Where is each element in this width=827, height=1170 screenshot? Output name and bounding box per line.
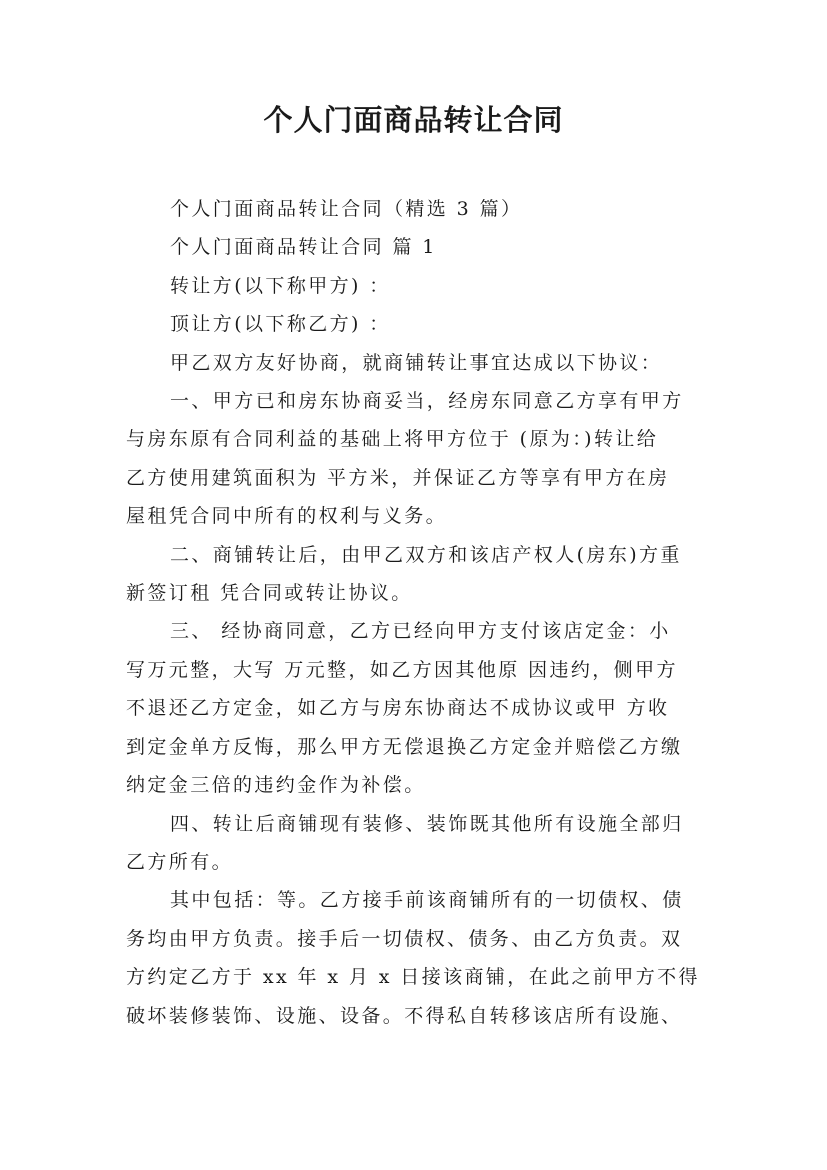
clause-2-line: 新签订租 凭合同或转让协议。 [126,582,413,605]
section-heading: 个人门面商品转让合同 篇 1 [170,236,437,259]
party-b-line: 顶让方(以下称乙方) ： [170,313,391,336]
clause-3-line: 写万元整，大写 万元整，如乙方因其他原 因违约，侧甲方 [126,658,678,681]
document-title: 个人门面商品转让合同 [263,103,564,137]
subtitle-line: 个人门面商品转让合同（精选 3 篇） [170,198,523,220]
document-body [126,190,716,1035]
clause-4-detail-line: 其中包括：等。乙方接手前该商铺所有的一切债权、债 [170,889,684,912]
clause-4-line: 乙方所有。 [126,850,234,873]
clause-1-line: 一、甲方已和房东协商妥当，经房东同意乙方享有甲方 [170,390,684,413]
clause-4-detail-line: 破坏装修装饰、设施、设备。不得私自转移该店所有设施、 [126,1004,683,1027]
clause-3-line: 纳定金三倍的违约金作为补偿。 [126,774,426,797]
clause-1-line: 乙方使用建筑面积为 平方米，并保证乙方等享有甲方在房 [126,466,670,489]
clause-1-line: 屋租凭合同中所有的权利与义务。 [126,505,448,528]
clause-4-line: 四、转让后商铺现有装修、装饰既其他所有设施全部归 [170,812,684,835]
preamble-line: 甲乙双方友好协商，就商铺转让事宜达成以下协议： [170,351,663,374]
party-a-line: 转让方(以下称甲方) ： [170,274,391,297]
clause-3-line: 到定金单方反悔，那么甲方无偿退换乙方定金并赔偿乙方缴 [126,735,683,758]
clause-1-line: 与房东原有合同利益的基础上将甲方位于 (原为：)转让给 [126,428,659,451]
clause-4-detail-line: 务均由甲方负责。接手后一切债权、债务、由乙方负责。双 [126,927,683,950]
clause-4-detail-line: 方约定乙方于 xx 年 x 月 x 日接该商铺，在此之前甲方不得 [126,966,700,989]
clause-3-line: 三、 经协商同意，乙方已经向甲方支付该店定金：小 [170,620,671,643]
clause-3-line: 不退还乙方定金，如乙方与房东协商达不成协议或甲 方收 [126,697,670,720]
clause-2-line: 二、商铺转让后，由甲乙双方和该店产权人(房东)方重 [170,543,682,566]
